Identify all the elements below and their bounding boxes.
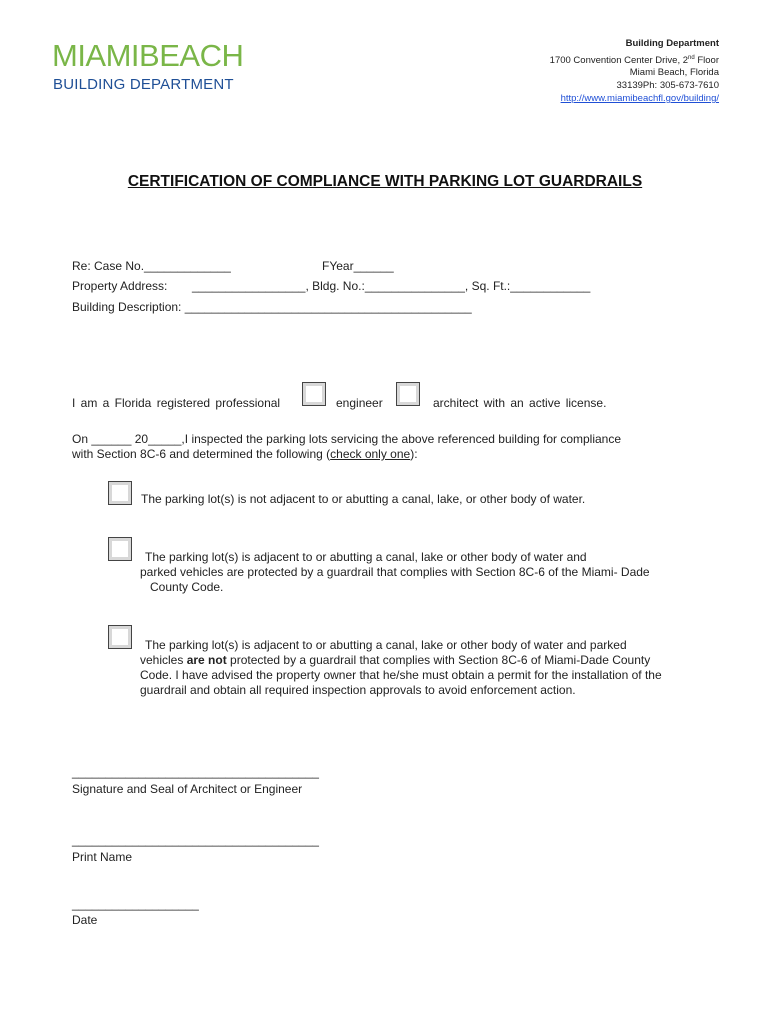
option-3-checkbox[interactable] [108,625,132,649]
option-3-line-2: vehicles are not protected by a guardrail that complies with Section 8C-6 of Miami-Dade County [140,653,651,667]
website-link[interactable]: http://www.miamibeachfl.gov/building/ [560,93,719,104]
form-title: CERTIFICATION OF COMPLIANCE WITH PARKING LOT GUARDRAILS [127,173,643,190]
print-name-label: Print Name [72,850,133,864]
option-2-line-1: The parking lot(s) is adjacent to or abutting a canal, lake or other body of water and [145,550,587,564]
address-line-1: 1700 Convention Center Drive, 2nd Floor [549,55,719,67]
license-prefix: I am a Florida registered professional [72,396,281,410]
option-2-line-2: parked vehicles are protected by a guardrail that complies with Section 8C-6 of the Miami- Dade [140,565,650,579]
inspection-line-2: with Section 8C-6 and determined the following (check only one): [72,447,418,461]
option-3-line-4: guardrail and obtain all required inspection approvals to avoid enforcement action. [140,683,576,697]
option-3-line-1: The parking lot(s) is adjacent to or abutting a canal, lake or other body of water and parked [145,638,627,652]
property-address-label: Property Address: [72,279,168,293]
architect-checkbox[interactable] [396,382,420,406]
property-address-fields[interactable]: _________________, Bldg. No.:_______________, Sq. Ft.:____________ [192,279,591,293]
date-label: Date [72,913,98,927]
inspection-line-1: On ______ 20_____,I inspected the parking lots servicing the above referenced building for compliance [72,432,622,446]
engineer-checkbox[interactable] [302,382,326,406]
option-3-line-3: Code. I have advised the property owner that he/she must obtain a permit for the installation of the [140,668,662,682]
license-suffix: architect with an active license. [433,396,607,410]
print-name-line[interactable]: _____________________________________ [72,833,319,847]
option-1-text: The parking lot(s) is not adjacent to or abutting a canal, lake, or other body of water. [141,492,586,506]
signature-label: Signature and Seal of Architect or Engineer [72,782,303,796]
engineer-label: engineer [336,396,383,410]
logo-miami-beach: MIAMIBEACH [52,38,244,73]
phone-line: 33139Ph: 305-673-7610 [616,80,719,91]
fyear-field[interactable]: FYear______ [322,259,394,273]
option-1-checkbox[interactable] [108,481,132,505]
address-line-2: Miami Beach, Florida [629,67,719,78]
option-2-line-3: County Code. [150,580,224,594]
dept-name: Building Department [625,38,719,49]
date-line[interactable]: ___________________ [72,897,199,911]
option-2-checkbox[interactable] [108,537,132,561]
logo-building-department: BUILDING DEPARTMENT [53,76,234,93]
building-description-field[interactable]: Building Description: ___________________________________________ [72,300,472,314]
signature-line[interactable]: _____________________________________ [72,765,319,779]
case-number-field[interactable]: Re: Case No._____________ [72,259,231,273]
